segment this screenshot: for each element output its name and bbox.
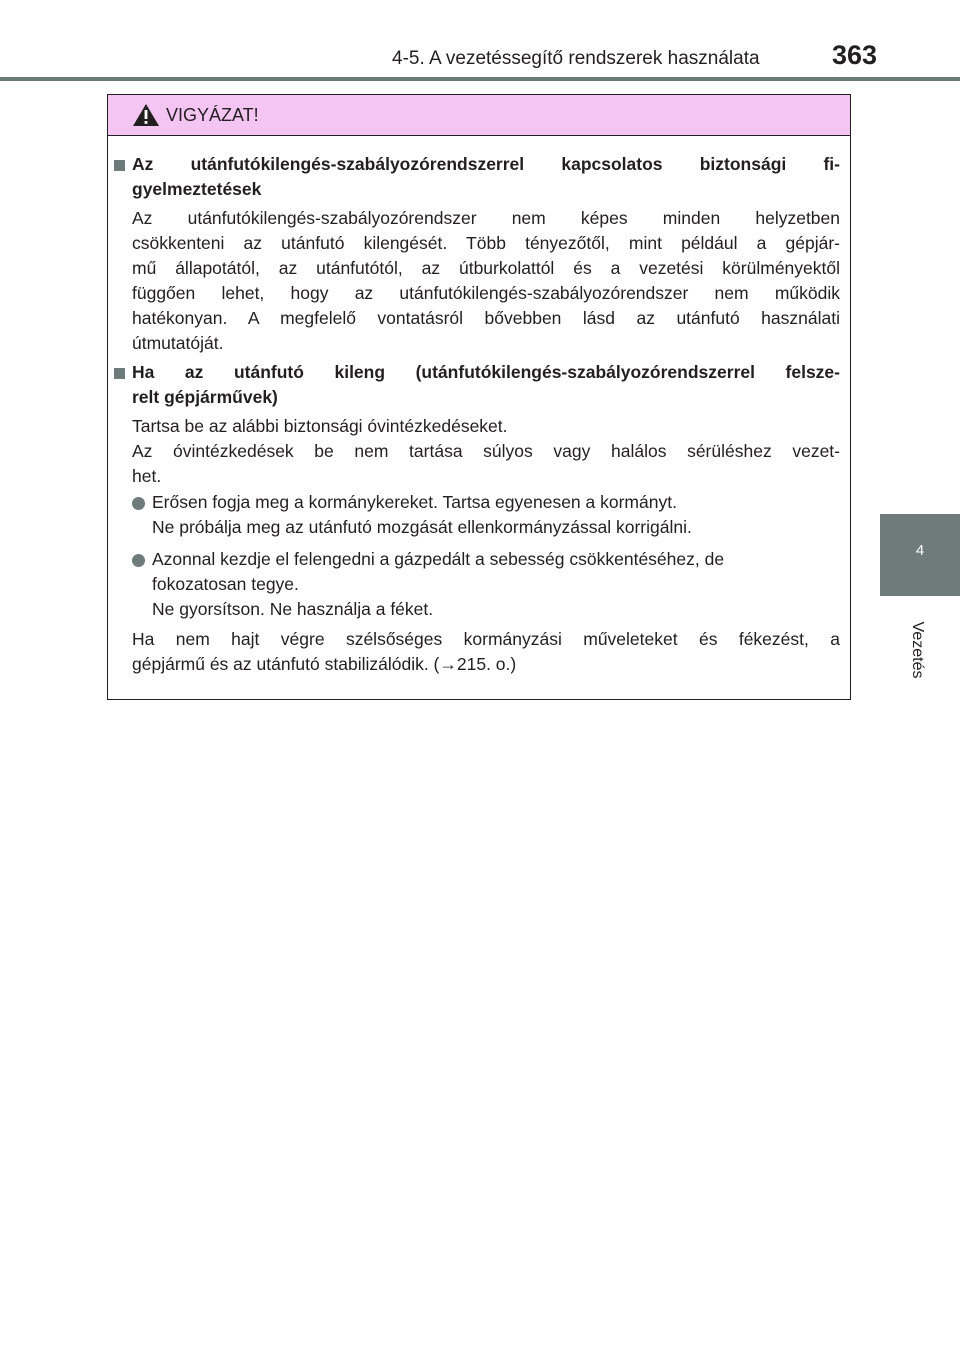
body-line: Tartsa be az alábbi biztonsági óvintézkedéseket. [132, 416, 508, 436]
body-line: csökkenteni az utánfutó kilengését. Több tényezőtől, mint például a gépjár- [132, 233, 840, 253]
chapter-tab[interactable] [880, 514, 960, 596]
body-line: függően lehet, hogy az utánfutókilengés-szabályozórendszer nem működik [132, 283, 840, 303]
warning-triangle-icon [132, 103, 160, 127]
bullet-line: Erősen fogja meg a kormánykereket. Tartsa egyenesen a kormányt. [152, 492, 677, 512]
warning-header [108, 95, 850, 136]
bullet-dot [132, 497, 145, 510]
section-bullet-square [114, 368, 125, 379]
chapter-label: Vezetés [909, 621, 926, 679]
warning-label: VIGYÁZAT! [166, 105, 259, 125]
chapter-number: 4 [915, 542, 925, 559]
body-line: útmutatóját. [132, 333, 224, 353]
section-intro-2 [132, 439, 840, 489]
header-rule [0, 77, 960, 81]
section-intro [132, 414, 840, 439]
bullet-dot [132, 554, 145, 567]
section-title-line: Az utánfutókilengés-szabályozórendszerrel kapcsolatos biztonsági fi- [132, 154, 840, 174]
body-line: het. [132, 466, 162, 486]
body-line: Az utánfutókilengés-szabályozórendszer nem képes minden helyzetben [132, 208, 840, 228]
bullet-line: Ne gyorsítson. Ne használja a féket. [152, 599, 434, 619]
body-line: Ha nem hajt végre szélsőséges kormányzási műveleteket és fékezést, a [132, 629, 840, 649]
section-title [132, 152, 840, 202]
body-line: hatékonyan. A megfelelő vontatásról bővebben lásd az utánfutó használati [132, 308, 840, 328]
section-title-line: Ha az utánfutó kileng (utánfutókilengés-szabályozórendszerrel felsze- [132, 362, 840, 382]
bullet-line: Azonnal kezdje el felengedni a gázpedált a sebesség csökkentéséhez, de [152, 549, 725, 569]
page-number: 363 [832, 40, 878, 70]
section-closing [132, 627, 840, 677]
body-line: mű állapotától, az utánfutótól, az útburkolattól és a vezetési körülményektől [132, 258, 840, 278]
bullet-line: Ne próbálja meg az utánfutó mozgását ellenkormányzással korrigálni. [152, 517, 692, 537]
section-title-line: gyelmeztetések [132, 179, 262, 199]
section-body [132, 206, 840, 356]
bullet-item [152, 547, 842, 622]
warning-box [107, 94, 851, 700]
body-line: gépjármű és az utánfutó stabilizálódik. (→215. o.) [132, 654, 517, 674]
bullet-line: fokozatosan tegye. [152, 574, 299, 594]
section-title [132, 360, 840, 410]
body-line: Az óvintézkedések be nem tartása súlyos vagy halálos sérüléshez vezet- [132, 441, 840, 461]
bullet-item [152, 490, 842, 540]
header-section-title: 4-5. A vezetéssegítő rendszerek használata [392, 48, 760, 69]
section-title-line: relt gépjárművek) [132, 387, 278, 407]
section-bullet-square [114, 160, 125, 171]
